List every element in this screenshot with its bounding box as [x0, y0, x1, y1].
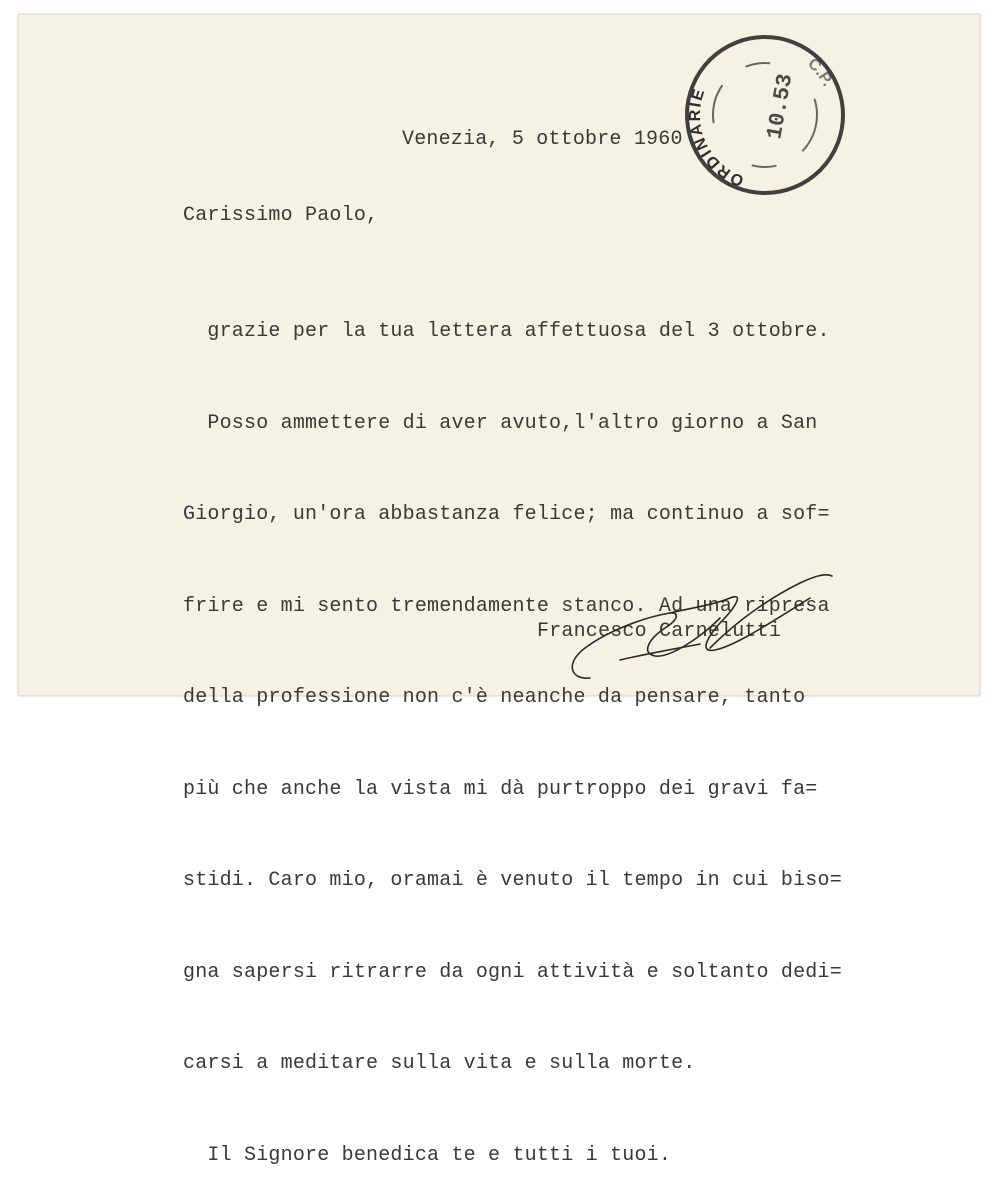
postmark-center-text: 10.53	[762, 71, 799, 142]
postmark-text-right: C.P.	[804, 55, 837, 90]
letter-body	[183, 256, 842, 1202]
postmark-text-left: ORDINARIE	[686, 85, 747, 190]
body-line: gna sapersi ritrarre da ogni attività e soltanto dedi=	[183, 960, 842, 984]
body-line: Giorgio, un'ora abbastanza felice; ma continuo a sof=	[183, 503, 830, 526]
salutation: Carissimo Paolo,	[183, 204, 379, 227]
body-line: frire e mi sento tremendamente stanco. Ad una ripresa	[183, 594, 830, 618]
body-line: stidi. Caro mio, oramai è venuto il tempo in cui biso=	[183, 869, 842, 892]
handwritten-signature	[560, 568, 850, 693]
signature-name: Francesco Carnelutti	[537, 620, 782, 643]
postmark-inner-ring	[713, 63, 817, 167]
body-line: grazie per la tua lettera affettuosa del 3 ottobre.	[183, 320, 830, 343]
body-line: Il Signore benedica te e tutti i tuoi.	[183, 1143, 672, 1167]
date-line: Venezia, 5 ottobre 1960	[402, 128, 683, 151]
body-line: della professione non c'è neanche da pensare, tanto	[183, 686, 806, 709]
body-line: Posso ammettere di aver avuto,l'altro giorno a San	[183, 411, 818, 435]
body-line: carsi a meditare sulla vita e sulla morte.	[183, 1052, 696, 1075]
body-line: più che anche la vista mi dà purtroppo dei gravi fa=	[183, 777, 818, 801]
postmark-stamp	[680, 30, 850, 200]
